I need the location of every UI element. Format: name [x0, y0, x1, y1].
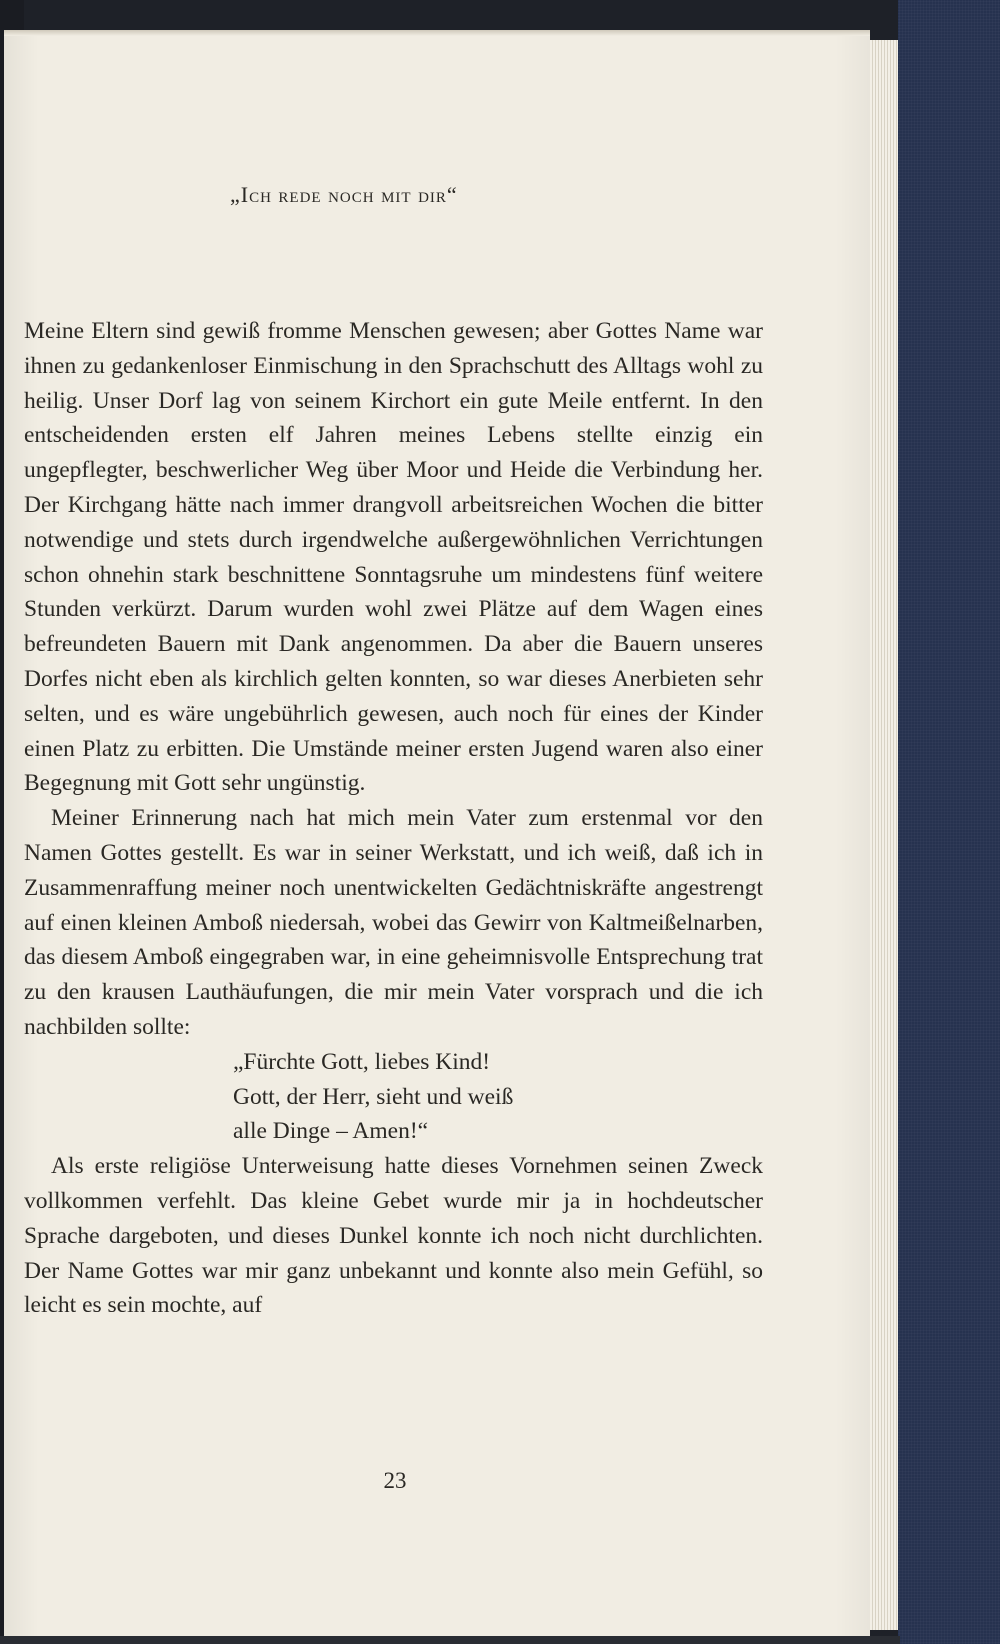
running-head	[230, 182, 630, 208]
page-number: 23	[383, 1468, 407, 1493]
scanner-bottom-edge	[0, 1636, 900, 1644]
verse-line-3: alle Dinge – Amen!“	[233, 1118, 429, 1145]
page-top-edge	[4, 30, 870, 36]
verse-line-2: Gott, der Herr, sieht und weiß	[233, 1083, 514, 1110]
body-text	[24, 314, 763, 1323]
prayer-verse	[24, 1045, 763, 1149]
paragraph-2: Meiner Erinnerung nach hat mich mein Vater zum erstenmal vor den Namen Gottes gestellt. Es war in seiner Werkstatt, und ich weiß, daß ich in Zusammenraffung meiner noch unentwickelten Gedächtniskräfte angestrengt auf einen kleinen Amboß niedersah, wobei das Gewirr von Kaltmeißelnarben, das diesem Amboß eingegraben war, in eine geheimnisvolle Entsprechung trat zu den krausen Lauthäufungen, die mir mein Vater vorsprach und die ich nachbilden sollte:	[24, 805, 763, 1040]
verse-line-1: „Fürchte Gott, liebes Kind!	[233, 1048, 491, 1075]
book-cover	[898, 0, 1000, 1644]
paragraph-1: Meine Eltern sind gewiß fromme Menschen gewesen; aber Gottes Name war ihnen zu gedankenloser Einmischung in den Sprachschutt des Alltags wohl zu heilig. Unser Dorf lag von seinem Kirchort ein gute Meile entfernt. In den entscheidenden ersten elf Jahren meines Lebens stellte einzig ein ungepflegter, beschwerlicher Weg über Moor und Heide die Verbindung her. Der Kirchgang hätte nach immer drangvoll arbeitsreichen Wochen die bitter notwendige und stets durch irgendwelche außergewöhnlichen Verrichtungen schon ohnehin stark beschnittene Sonntagsruhe um mindestens fünf weitere Stunden verkürzt. Darum wurden wohl zwei Plätze auf dem Wagen eines befreundeten Bauern mit Dank angenommen. Da aber die Bauern unseres Dorfes nicht eben als kirchlich gelten konnten, so war dieses Anerbieten sehr selten, und es wäre ungebührlich gewesen, auch noch für eines der Kinder einen Platz zu erbitten. Die Umstände meiner ersten Jugend waren also einer Begegnung mit Gott sehr ungünstig.	[24, 318, 763, 797]
paragraph-3: Als erste religiöse Unterweisung hatte dieses Vornehmen seinen Zweck vollkommen verfehlt. Das kleine Gebet wurde mir ja in hochdeutscher Sprache dargeboten, und dieses Dunkel konnte ich noch nicht durchlichten. Der Name Gottes war mir ganz unbekannt und konnte also mein Gefühl, so leicht es sein mochte, auf	[24, 1153, 763, 1319]
page-edges	[870, 40, 898, 1630]
running-head-text: „Ich rede noch mit dir“	[230, 182, 458, 207]
